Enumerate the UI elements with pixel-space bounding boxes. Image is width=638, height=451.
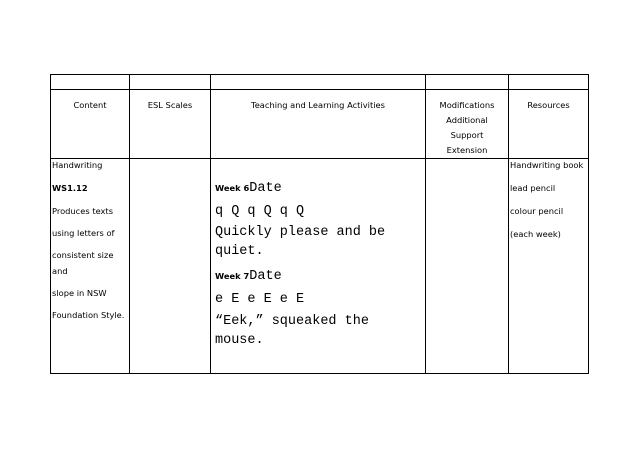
modifications-cell bbox=[426, 159, 509, 374]
resource-item: Handwriting book bbox=[510, 160, 584, 170]
header-modifications bbox=[426, 90, 509, 159]
empty-top-row bbox=[51, 75, 589, 90]
week7-sentence-line: mouse. bbox=[215, 333, 264, 348]
content-line: consistent size bbox=[52, 250, 114, 260]
empty-cell bbox=[509, 75, 589, 90]
empty-cell bbox=[130, 75, 211, 90]
outcome-code: WS1.12 bbox=[52, 183, 88, 193]
week6-label: Week 6 bbox=[215, 183, 250, 193]
header-row bbox=[51, 90, 589, 159]
week7-letters: e E e E e E bbox=[215, 292, 305, 307]
week6-letters: q Q q Q q Q bbox=[215, 204, 305, 219]
week6-sentence-line: quiet. bbox=[215, 244, 264, 259]
body-row bbox=[51, 159, 589, 374]
activities-cell bbox=[211, 159, 426, 374]
week7-label: Week 7 bbox=[215, 271, 250, 281]
week7-sentence-line: “Eek,” squeaked the bbox=[215, 314, 369, 329]
header-esl-scales: ESL Scales bbox=[130, 90, 211, 159]
header-modifications-line: Modifications bbox=[439, 100, 495, 110]
content-cell bbox=[51, 159, 130, 374]
header-content: Content bbox=[51, 90, 130, 159]
resources-cell bbox=[509, 159, 589, 374]
resource-item: colour pencil bbox=[510, 206, 564, 216]
empty-cell bbox=[426, 75, 509, 90]
content-line: and bbox=[52, 266, 68, 276]
week7-date: Date bbox=[249, 269, 282, 284]
content-line: Foundation Style. bbox=[52, 310, 125, 320]
header-modifications-line: Additional bbox=[446, 115, 488, 125]
content-line: using letters of bbox=[52, 228, 115, 238]
resource-item: (each week) bbox=[510, 229, 561, 239]
content-line: Produces texts bbox=[52, 206, 114, 216]
empty-cell bbox=[211, 75, 426, 90]
week6-sentence-line: Quickly please and be bbox=[215, 225, 386, 240]
week6-date: Date bbox=[249, 181, 282, 196]
esl-cell bbox=[130, 159, 211, 374]
lesson-plan-table bbox=[50, 74, 589, 374]
header-resources: Resources bbox=[509, 90, 589, 159]
content-line: slope in NSW bbox=[52, 288, 107, 298]
content-heading: Handwriting bbox=[52, 160, 103, 170]
resource-item: lead pencil bbox=[510, 183, 556, 193]
header-modifications-line: Extension bbox=[446, 145, 488, 155]
empty-cell bbox=[51, 75, 130, 90]
header-activities: Teaching and Learning Activities bbox=[211, 90, 426, 159]
header-modifications-line: Support bbox=[450, 130, 484, 140]
